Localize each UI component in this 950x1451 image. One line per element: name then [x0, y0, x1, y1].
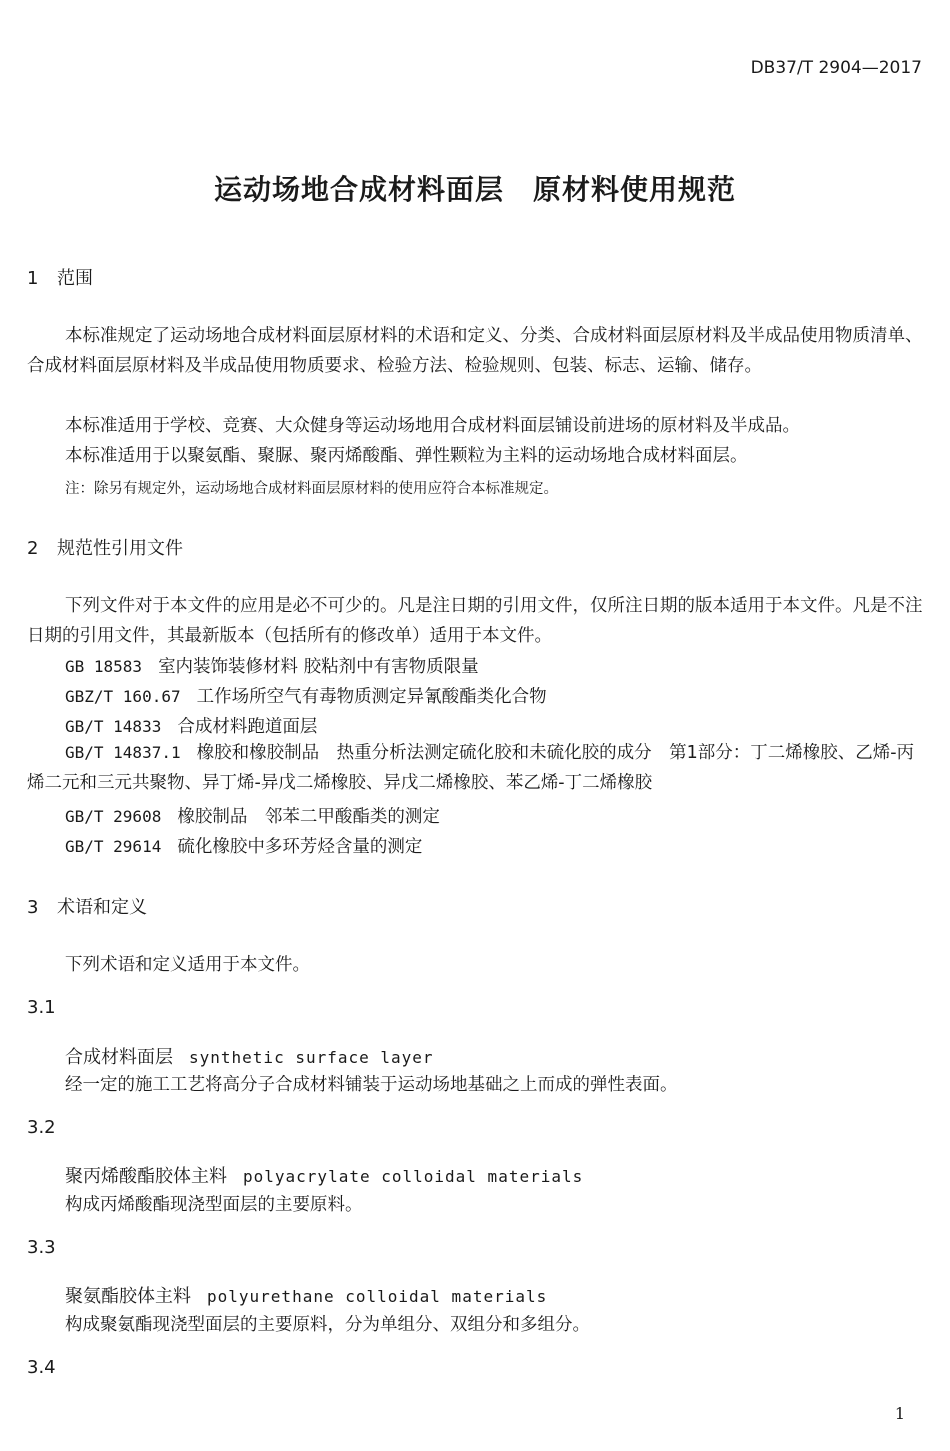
section-number: 1: [27, 268, 39, 289]
term-number: 3.3: [27, 1237, 56, 1258]
term-english: synthetic surface layer: [189, 1048, 434, 1067]
section-number: 3: [27, 897, 39, 918]
term-name: [65, 1282, 547, 1308]
scope-paragraph-1: 本标准规定了运动场地合成材料面层原材料的术语和定义、分类、合成材料面层原材料及半成品使用物质清单、合成材料面层原材料及半成品使用物质要求、检验方法、检验规则、包装、标志、运输、储存。: [27, 326, 923, 376]
scope-note: 注：除另有规定外，运动场地合成材料面层原材料的使用应符合本标准规定。: [65, 481, 558, 497]
term-chinese: 聚丙烯酸酯胶体主料: [65, 1166, 227, 1187]
references-intro: 下列文件对于本文件的应用是必不可少的。凡是注日期的引用文件，仅所注日期的版本适用于本文件。凡是不注日期的引用文件，其最新版本（包括所有的修改单）适用于本文件。: [27, 596, 923, 646]
term-definition: 经一定的施工工艺将高分子合成材料铺装于运动场地基础之上而成的弹性表面。: [65, 1075, 678, 1095]
reference-item: [27, 738, 925, 798]
term-number: 3.2: [27, 1117, 56, 1138]
term-chinese: 聚氨酯胶体主料: [65, 1286, 191, 1307]
term-number: 3.1: [27, 997, 56, 1018]
term-english: polyacrylate colloidal materials: [243, 1167, 584, 1186]
reference-title: 硫化橡胶中多环芳烃含量的测定: [177, 837, 423, 857]
terms-intro: 下列术语和定义适用于本文件。: [65, 955, 310, 975]
reference-code: GBZ/T 160.67: [65, 687, 181, 706]
section-number: 2: [27, 538, 39, 559]
scope-paragraph-2: 本标准适用于学校、竞赛、大众健身等运动场地用合成材料面层铺设前进场的原材料及半成品。: [65, 416, 800, 436]
document-title: 运动场地合成材料面层 原材料使用规范: [213, 173, 736, 206]
term-name: [65, 1043, 434, 1069]
scope-paragraph-3: 本标准适用于以聚氨酯、聚脲、聚丙烯酸酯、弹性颗粒为主料的运动场地合成材料面层。: [65, 446, 748, 466]
term-chinese: 合成材料面层: [65, 1047, 173, 1068]
section-title: 规范性引用文件: [57, 538, 183, 559]
term-english: polyurethane colloidal materials: [207, 1287, 548, 1306]
reference-code: GB/T 14833: [65, 717, 162, 736]
reference-item: [65, 653, 479, 678]
reference-code: GB 18583: [65, 657, 143, 676]
term-number: 3.4: [27, 1357, 56, 1378]
section-title: 术语和定义: [57, 897, 147, 918]
reference-title: 工作场所空气有毒物质测定异氰酸酯类化合物: [196, 687, 547, 707]
section-2-heading: [27, 534, 183, 560]
reference-title: 合成材料跑道面层: [177, 717, 318, 737]
section-3-heading: [27, 893, 147, 919]
page-number: 1: [894, 1404, 905, 1423]
reference-item: [65, 803, 440, 828]
section-1-heading: [27, 264, 93, 290]
reference-item: [65, 713, 317, 738]
reference-title: 橡胶制品 邻苯二甲酸酯类的测定: [177, 807, 440, 827]
reference-code: GB/T 29614: [65, 837, 162, 856]
section-title: 范围: [57, 268, 93, 289]
reference-item: [65, 833, 422, 858]
reference-code: GB/T 29608: [65, 807, 162, 826]
term-definition: 构成聚氨酯现浇型面层的主要原料，分为单组分、双组分和多组分。: [65, 1315, 590, 1335]
reference-item: [65, 683, 547, 708]
standard-code: DB37/T 2904—2017: [750, 58, 922, 78]
reference-code: GB/T 14837.1: [65, 743, 181, 762]
term-name: [65, 1162, 583, 1188]
term-definition: 构成丙烯酸酯现浇型面层的主要原料。: [65, 1195, 363, 1215]
reference-title: 橡胶和橡胶制品 热重分析法测定硫化胶和未硫化胶的成分 第1部分：丁二烯橡胶、乙烯-丙烯二元和三元共聚物、异丁烯-异戊二烯橡胶、异戊二烯橡胶、苯乙烯-丁二烯橡胶: [27, 743, 915, 793]
reference-title: 室内装饰装修材料 胶粘剂中有害物质限量: [158, 657, 479, 677]
